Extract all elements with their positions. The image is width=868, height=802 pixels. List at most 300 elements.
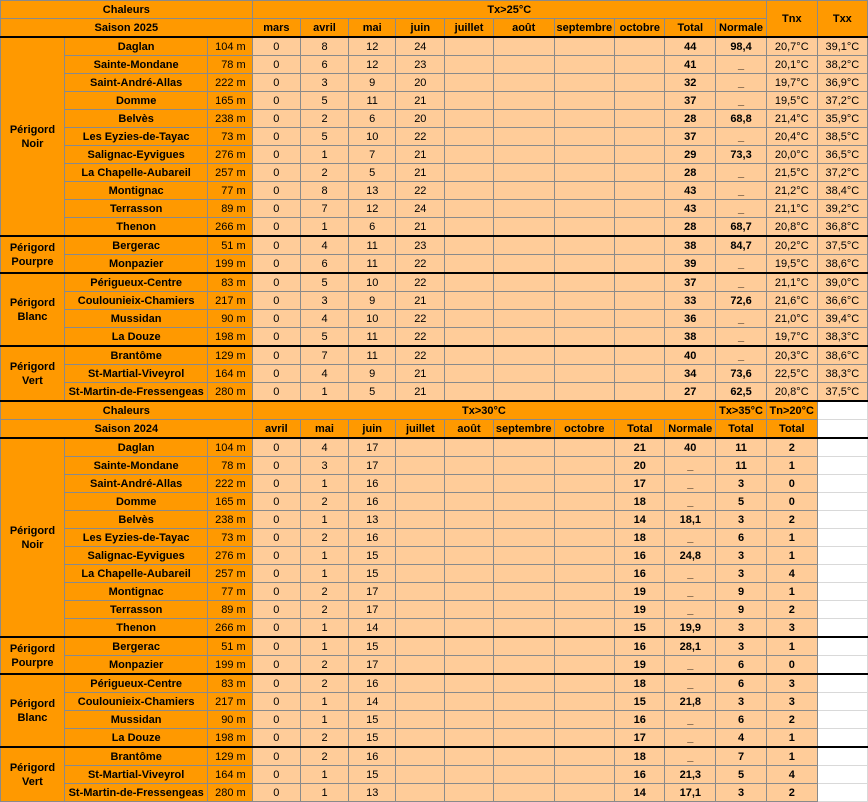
station-altitude: 266 m — [208, 619, 252, 638]
month-count — [493, 182, 554, 200]
month-count — [396, 674, 445, 693]
table-row — [1, 346, 868, 365]
region-label: Périgord Noir — [1, 37, 65, 236]
table-row — [1, 56, 868, 74]
month-count — [493, 747, 554, 766]
station-name: Coulounieix-Chamiers — [64, 292, 207, 310]
station-altitude: 104 m — [208, 438, 252, 457]
month-count — [445, 56, 494, 74]
blank-cell — [817, 784, 867, 802]
month-count: 13 — [348, 182, 396, 200]
month-count — [493, 729, 554, 748]
month-count — [493, 766, 554, 784]
month-count — [396, 637, 445, 656]
table-row — [1, 146, 868, 164]
month-count — [493, 56, 554, 74]
table-row — [1, 164, 868, 182]
month-count: 20 — [396, 74, 445, 92]
normale-value: 84,7 — [716, 236, 767, 255]
month-count: 3 — [301, 74, 349, 92]
region-label: Périgord Pourpre — [1, 637, 65, 674]
month-count: 15 — [348, 565, 396, 583]
month-count: 11 — [348, 346, 396, 365]
station-altitude: 199 m — [208, 255, 252, 274]
month-count — [445, 601, 494, 619]
month-count — [445, 511, 494, 529]
month-count: 21 — [396, 383, 445, 402]
table-row — [1, 729, 868, 748]
blank-cell — [817, 619, 867, 638]
month-count: 13 — [348, 511, 396, 529]
tnx-value: 21,6°C — [766, 292, 817, 310]
month-count — [445, 747, 494, 766]
tx35-value: 5 — [716, 493, 767, 511]
month-count — [445, 711, 494, 729]
station-altitude: 257 m — [208, 164, 252, 182]
station-altitude: 73 m — [208, 128, 252, 146]
month-count: 1 — [301, 711, 349, 729]
station-altitude: 129 m — [208, 747, 252, 766]
total-value: 17 — [615, 729, 665, 748]
normale-value: _ — [665, 583, 716, 601]
month-count: 3 — [301, 457, 349, 475]
month-header: mars — [252, 19, 300, 38]
month-count — [554, 310, 615, 328]
month-count: 0 — [252, 583, 300, 601]
month-count: 0 — [252, 637, 300, 656]
month-count: 0 — [252, 475, 300, 493]
table-row — [1, 110, 868, 128]
region-label: Périgord Vert — [1, 346, 65, 401]
tnx-value: 21,0°C — [766, 310, 817, 328]
tx35-value: 3 — [716, 565, 767, 583]
tn20-value: 0 — [766, 656, 817, 675]
station-name: Monpazier — [64, 255, 207, 274]
station-name: La Chapelle-Aubareil — [64, 164, 207, 182]
month-count: 0 — [252, 56, 300, 74]
blank-cell — [817, 747, 867, 766]
station-name: Montignac — [64, 182, 207, 200]
total-value: 16 — [615, 547, 665, 565]
month-count: 24 — [396, 200, 445, 218]
month-count — [445, 784, 494, 802]
total-value: 15 — [615, 619, 665, 638]
normale-value: 21,8 — [665, 693, 716, 711]
month-count: 21 — [396, 218, 445, 237]
month-count: 0 — [252, 565, 300, 583]
month-count — [396, 529, 445, 547]
station-name: Périgueux-Centre — [64, 273, 207, 292]
tn20-value: 4 — [766, 565, 817, 583]
total-value: 43 — [665, 200, 716, 218]
month-count: 22 — [396, 310, 445, 328]
month-count — [493, 346, 554, 365]
normale-value: _ — [665, 475, 716, 493]
blank-cell — [817, 674, 867, 693]
station-altitude: 222 m — [208, 475, 252, 493]
month-count: 2 — [301, 110, 349, 128]
total-value: 14 — [615, 511, 665, 529]
month-count — [445, 766, 494, 784]
tx35-value: 7 — [716, 747, 767, 766]
month-count — [493, 164, 554, 182]
normale-value: 72,6 — [716, 292, 767, 310]
station-altitude: 77 m — [208, 583, 252, 601]
tx35-value: 4 — [716, 729, 767, 748]
station-name: Les Eyzies-de-Tayac — [64, 529, 207, 547]
station-name: St-Martial-Viveyrol — [64, 766, 207, 784]
station-altitude: 83 m — [208, 273, 252, 292]
station-name: Sainte-Mondane — [64, 457, 207, 475]
month-count — [445, 146, 494, 164]
station-altitude: 77 m — [208, 182, 252, 200]
month-count: 17 — [348, 457, 396, 475]
month-count: 15 — [348, 729, 396, 748]
month-count: 16 — [348, 747, 396, 766]
tn20-value: 2 — [766, 601, 817, 619]
month-count: 12 — [348, 56, 396, 74]
tnx-value: 21,2°C — [766, 182, 817, 200]
total-value: 17 — [615, 475, 665, 493]
table-row — [1, 493, 868, 511]
month-count: 4 — [301, 236, 349, 255]
month-header: avril — [252, 420, 300, 439]
month-count: 16 — [348, 493, 396, 511]
month-count — [445, 529, 494, 547]
group-header: Tx>25°C — [252, 1, 766, 19]
station-name: Mussidan — [64, 711, 207, 729]
table-row — [1, 511, 868, 529]
table-row — [1, 619, 868, 638]
tn20-value: 1 — [766, 457, 817, 475]
station-name: La Douze — [64, 328, 207, 347]
month-count: 9 — [348, 74, 396, 92]
month-count — [396, 766, 445, 784]
month-count — [445, 128, 494, 146]
tx35-value: 6 — [716, 656, 767, 675]
normale-value: _ — [716, 273, 767, 292]
station-altitude: 238 m — [208, 511, 252, 529]
station-name: Saint-André-Allas — [64, 475, 207, 493]
normale-value: 98,4 — [716, 37, 767, 56]
month-count — [493, 74, 554, 92]
blank-cell — [817, 529, 867, 547]
table-row — [1, 255, 868, 274]
blank-cell — [817, 601, 867, 619]
month-count: 0 — [252, 292, 300, 310]
txx-value: 39,0°C — [817, 273, 867, 292]
month-count: 21 — [396, 292, 445, 310]
month-count — [445, 200, 494, 218]
month-count — [493, 292, 554, 310]
table-row — [1, 656, 868, 675]
blank-cell — [817, 511, 867, 529]
tn20-header: Tn>20°C — [766, 401, 817, 420]
normale-value: 68,8 — [716, 110, 767, 128]
tx35-value: 3 — [716, 511, 767, 529]
txx-value: 35,9°C — [817, 110, 867, 128]
total-value: 21 — [615, 438, 665, 457]
table-row — [1, 565, 868, 583]
normale-value: _ — [716, 92, 767, 110]
table-row — [1, 273, 868, 292]
month-count — [493, 383, 554, 402]
month-count — [493, 310, 554, 328]
txx-value: 38,3°C — [817, 328, 867, 347]
month-count: 1 — [301, 784, 349, 802]
station-altitude: 217 m — [208, 693, 252, 711]
station-name: Bergerac — [64, 236, 207, 255]
station-name: Brantôme — [64, 747, 207, 766]
month-count: 6 — [348, 110, 396, 128]
total-value: 29 — [665, 146, 716, 164]
station-name: Thenon — [64, 619, 207, 638]
station-altitude: 51 m — [208, 637, 252, 656]
month-count — [493, 438, 554, 457]
month-count: 3 — [301, 292, 349, 310]
month-count: 4 — [301, 365, 349, 383]
month-count: 2 — [301, 529, 349, 547]
txx-value: 37,2°C — [817, 92, 867, 110]
station-name: Montignac — [64, 583, 207, 601]
month-count: 24 — [396, 37, 445, 56]
tnx-value: 19,7°C — [766, 74, 817, 92]
station-altitude: 266 m — [208, 218, 252, 237]
month-count: 0 — [252, 511, 300, 529]
table-row — [1, 1, 868, 19]
season-label: Saison 2024 — [1, 420, 253, 439]
month-header: septembre — [554, 19, 615, 38]
month-count: 17 — [348, 601, 396, 619]
month-count: 11 — [348, 236, 396, 255]
month-count — [396, 693, 445, 711]
section-title: Chaleurs — [1, 401, 253, 420]
month-header: mai — [348, 19, 396, 38]
month-count: 2 — [301, 583, 349, 601]
month-count — [554, 273, 615, 292]
tx35-value: 3 — [716, 547, 767, 565]
txx-value: 36,5°C — [817, 146, 867, 164]
month-count — [615, 200, 665, 218]
normale-value: _ — [665, 457, 716, 475]
month-count — [445, 273, 494, 292]
region-label: Périgord Blanc — [1, 674, 65, 747]
tnx-value: 20,4°C — [766, 128, 817, 146]
month-count: 0 — [252, 110, 300, 128]
total-value: 18 — [615, 529, 665, 547]
tx35-value: 11 — [716, 457, 767, 475]
month-count — [554, 784, 615, 802]
month-count — [554, 601, 615, 619]
month-count: 0 — [252, 766, 300, 784]
month-count — [445, 619, 494, 638]
total-value: 16 — [615, 711, 665, 729]
tn20-value: 1 — [766, 637, 817, 656]
month-count: 16 — [348, 674, 396, 693]
month-count — [493, 236, 554, 255]
txx-value: 37,5°C — [817, 383, 867, 402]
month-count — [554, 729, 615, 748]
month-count: 5 — [301, 273, 349, 292]
month-count: 23 — [396, 56, 445, 74]
month-count — [554, 693, 615, 711]
month-count — [445, 693, 494, 711]
station-altitude: 198 m — [208, 729, 252, 748]
month-count — [615, 146, 665, 164]
blank-cell — [817, 438, 867, 457]
tn20-value: 3 — [766, 619, 817, 638]
month-count: 13 — [348, 784, 396, 802]
month-header: juillet — [445, 19, 494, 38]
tnx-value: 21,1°C — [766, 273, 817, 292]
month-count — [493, 457, 554, 475]
month-count — [554, 110, 615, 128]
tn20-value: 2 — [766, 711, 817, 729]
month-count — [493, 255, 554, 274]
table-row — [1, 218, 868, 237]
month-count: 1 — [301, 565, 349, 583]
month-count — [615, 37, 665, 56]
table-row — [1, 92, 868, 110]
month-count: 16 — [348, 529, 396, 547]
month-count: 6 — [301, 255, 349, 274]
month-count: 0 — [252, 693, 300, 711]
total-value: 40 — [665, 346, 716, 365]
month-count: 5 — [348, 383, 396, 402]
month-count: 1 — [301, 218, 349, 237]
tx35-value: 11 — [716, 438, 767, 457]
normale-value: _ — [716, 56, 767, 74]
month-count: 1 — [301, 146, 349, 164]
tnx-value: 20,8°C — [766, 218, 817, 237]
txx-value: 36,6°C — [817, 292, 867, 310]
station-name: Thenon — [64, 218, 207, 237]
month-count: 21 — [396, 146, 445, 164]
blank-cell — [817, 693, 867, 711]
station-name: Belvès — [64, 110, 207, 128]
month-count: 0 — [252, 200, 300, 218]
month-count — [493, 110, 554, 128]
total-value: 38 — [665, 236, 716, 255]
month-count: 0 — [252, 438, 300, 457]
total-value: 28 — [665, 218, 716, 237]
month-count: 15 — [348, 766, 396, 784]
month-count — [493, 529, 554, 547]
month-count: 10 — [348, 310, 396, 328]
month-count: 2 — [301, 493, 349, 511]
station-name: Mussidan — [64, 310, 207, 328]
table-row — [1, 475, 868, 493]
month-count — [554, 619, 615, 638]
month-count: 21 — [396, 164, 445, 182]
month-count — [615, 74, 665, 92]
tx35-value: 3 — [716, 619, 767, 638]
tn20-value: 2 — [766, 438, 817, 457]
tnx-value: 20,1°C — [766, 56, 817, 74]
table-row — [1, 747, 868, 766]
station-altitude: 164 m — [208, 365, 252, 383]
month-count: 17 — [348, 656, 396, 675]
station-altitude: 199 m — [208, 656, 252, 675]
month-count: 0 — [252, 236, 300, 255]
total-value: 28 — [665, 110, 716, 128]
total-value: 38 — [665, 328, 716, 347]
tn20-value: 1 — [766, 547, 817, 565]
txx-value: 38,4°C — [817, 182, 867, 200]
month-count: 1 — [301, 619, 349, 638]
month-count — [396, 475, 445, 493]
total-value: 34 — [665, 365, 716, 383]
month-count — [493, 784, 554, 802]
blank-cell — [817, 475, 867, 493]
blank-cell — [817, 637, 867, 656]
month-count: 2 — [301, 747, 349, 766]
month-count: 0 — [252, 457, 300, 475]
month-count: 23 — [396, 236, 445, 255]
month-count — [493, 146, 554, 164]
txx-header: Txx — [817, 1, 867, 38]
month-count — [493, 475, 554, 493]
month-count — [493, 583, 554, 601]
total-value: 39 — [665, 255, 716, 274]
table-row — [1, 19, 868, 38]
station-name: Salignac-Eyvigues — [64, 547, 207, 565]
total-value: 16 — [615, 637, 665, 656]
month-count: 15 — [348, 637, 396, 656]
month-count: 1 — [301, 547, 349, 565]
month-count — [445, 182, 494, 200]
normale-value: _ — [665, 601, 716, 619]
month-header: octobre — [615, 19, 665, 38]
table-row — [1, 674, 868, 693]
month-count — [445, 583, 494, 601]
month-count: 7 — [301, 346, 349, 365]
table-row — [1, 383, 868, 402]
month-count — [445, 365, 494, 383]
normale-value: 73,6 — [716, 365, 767, 383]
total-value: 37 — [665, 128, 716, 146]
table-row — [1, 74, 868, 92]
month-count — [445, 218, 494, 237]
total-value: 18 — [615, 493, 665, 511]
tn20-value: 4 — [766, 766, 817, 784]
month-count: 0 — [252, 729, 300, 748]
month-count: 0 — [252, 310, 300, 328]
month-count: 2 — [301, 674, 349, 693]
month-count: 8 — [301, 182, 349, 200]
month-count — [554, 92, 615, 110]
month-count — [493, 711, 554, 729]
month-count: 11 — [348, 328, 396, 347]
tn20-total-header: Total — [766, 420, 817, 439]
tnx-value: 20,8°C — [766, 383, 817, 402]
month-count — [554, 128, 615, 146]
month-count — [615, 255, 665, 274]
station-name: Monpazier — [64, 656, 207, 675]
month-count — [493, 619, 554, 638]
tn20-value: 0 — [766, 475, 817, 493]
month-count: 0 — [252, 601, 300, 619]
tx35-value: 6 — [716, 711, 767, 729]
month-count — [615, 365, 665, 383]
station-altitude: 217 m — [208, 292, 252, 310]
month-count — [396, 547, 445, 565]
tnx-value: 20,0°C — [766, 146, 817, 164]
normale-value: 40 — [665, 438, 716, 457]
station-name: Périgueux-Centre — [64, 674, 207, 693]
month-count: 0 — [252, 164, 300, 182]
month-count — [445, 475, 494, 493]
